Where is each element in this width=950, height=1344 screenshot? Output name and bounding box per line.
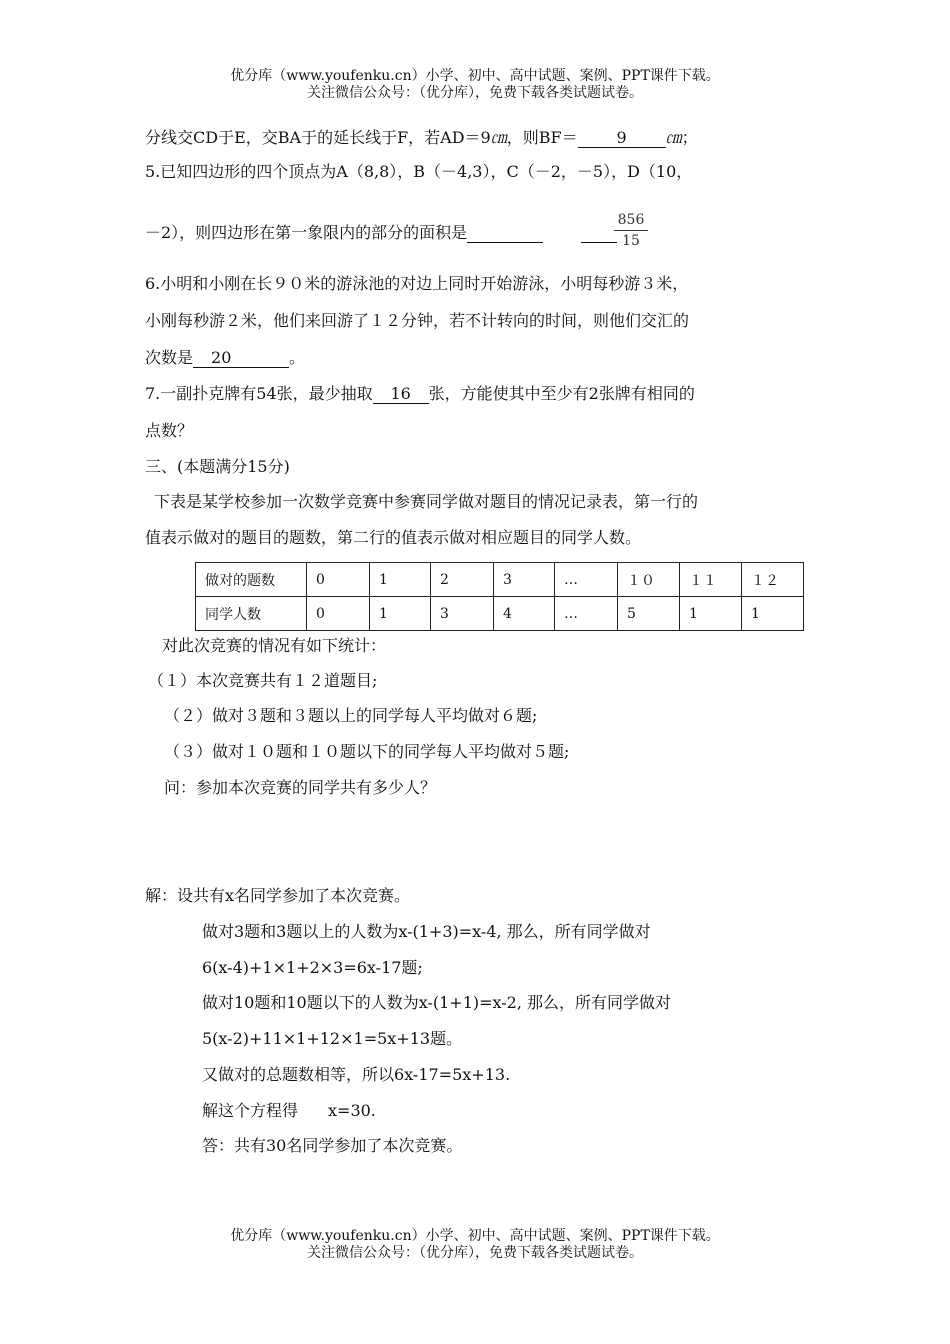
section3-title: 三、(本题满分15分) — [145, 457, 290, 476]
table-cell: 1 — [370, 563, 431, 597]
footer-line-1: 优分库（www.youfenku.cn）小学、初中、高中试题、案例、PPT课件下载。 — [230, 1228, 720, 1244]
solution-line-2: 做对3题和3题以上的人数为x-(1+3)=x-4, 那么，所有同学做对 — [202, 922, 651, 941]
section3-question: 问：参加本次竞赛的同学共有多少人？ — [164, 778, 437, 797]
table-cell: 2 — [431, 563, 494, 597]
q7-answer-blank: 16 — [373, 385, 429, 404]
solution-line-4: 做对10题和10题以下的人数为x-(1+1)=x-2, 那么，所有同学做对 — [202, 993, 672, 1012]
header-line-2: 关注微信公众号：（优分库），免费下载各类试题试卷。 — [307, 85, 643, 101]
stat-1: （１）本次竞赛共有１２道题目; — [148, 671, 378, 690]
solution-line-5: 5(x-2)+11×1+12×1=5x+13题。 — [202, 1029, 463, 1048]
q5-answer-blank-left — [467, 224, 543, 243]
q6-line-3-b: 。 — [289, 348, 306, 367]
q7-line-1-a: 7.一副扑克牌有54张，最少抽取 — [145, 384, 373, 403]
fraction-denominator: 15 — [622, 233, 640, 249]
table-cell: … — [555, 597, 618, 631]
fraction-numerator: 856 — [617, 212, 645, 228]
table-cell: 1 — [370, 597, 431, 631]
q6-line-1: 6.小明和小刚在长９０米的游泳池的对边上同时开始游泳，小明每秒游３米， — [145, 274, 689, 293]
q5-answer-blank-right — [581, 224, 617, 243]
solution-line-1: 解：设共有x名同学参加了本次竞赛。 — [145, 886, 411, 905]
table-cell: 1 — [680, 597, 742, 631]
q5-line-2 — [145, 223, 617, 243]
stat-2: （２）做对３题和３题以上的同学每人平均做对６题; — [164, 706, 538, 725]
table-cell: 0 — [307, 597, 370, 631]
q6-answer-blank — [193, 349, 289, 368]
q4-unit-b: ㎝ — [665, 128, 682, 147]
header-line-1: 优分库（www.youfenku.cn）小学、初中、高中试题、案例、PPT课件下载。 — [230, 68, 720, 84]
table-cell: 0 — [307, 563, 370, 597]
section3-intro-1: 下表是某学校参加一次数学竞赛中参赛同学做对题目的情况记录表，第一行的 — [154, 492, 699, 511]
solution-line-7 — [202, 1101, 376, 1121]
footer-line-2: 关注微信公众号：（优分库），免费下载各类试题试卷。 — [307, 1245, 643, 1261]
q4-unit-a: ㎝ — [490, 128, 507, 147]
solution-line-6: 又做对的总题数相等，所以6x-17=5x+13. — [202, 1065, 511, 1084]
stat-intro: 对此次竞赛的情况有如下统计： — [162, 636, 387, 655]
solution-line-3: 6(x-4)+1×1+2×3=6x-17题; — [202, 958, 423, 977]
page-header — [0, 68, 950, 102]
table-cell: 5 — [618, 597, 680, 631]
q7-line-1 — [145, 384, 695, 404]
q6-answer: 20 — [211, 348, 232, 367]
q5-line-2-text: －2），则四边形在第一象限内的部分的面积是 — [145, 223, 468, 242]
table-cell: １２ — [742, 563, 804, 597]
q6-line-2: 小刚每秒游２米，他们来回游了１２分钟，若不计转向的时间，则他们交汇的 — [145, 311, 690, 330]
page-footer — [0, 1228, 950, 1262]
q4-text-c: ； — [681, 128, 698, 147]
solution-line-7-b: x=30. — [328, 1101, 376, 1120]
table-cell: 做对的题数 — [196, 563, 307, 597]
fraction-bar — [614, 230, 648, 231]
table-cell: 4 — [494, 597, 555, 631]
solution-line-7-a: 解这个方程得 — [202, 1101, 299, 1120]
stat-3: （３）做对１０题和１０题以下的同学每人平均做对５题; — [164, 742, 570, 761]
table-cell: 1 — [742, 597, 804, 631]
table-row — [196, 563, 804, 597]
q4-text-b: ，则BF＝ — [506, 128, 578, 147]
answer-count-table — [195, 562, 804, 631]
table-cell: … — [555, 563, 618, 597]
table-cell: １０ — [618, 563, 680, 597]
table-row — [196, 597, 804, 631]
q5-line-1: 5.已知四边形的四个顶点为A（8,8），B（－4,3），C（－2，－5），D（10， — [145, 162, 693, 181]
q4-line — [145, 128, 698, 148]
q6-line-3-a: 次数是 — [145, 348, 194, 367]
q4-answer-blank: 9 — [578, 129, 666, 148]
section3-intro-2: 值表示做对的题目的题数，第二行的值表示做对相应题目的同学人数。 — [145, 528, 642, 547]
table-cell: 同学人数 — [196, 597, 307, 631]
solution-line-8: 答：共有30名同学参加了本次竞赛。 — [202, 1136, 463, 1155]
table-cell: １１ — [680, 563, 742, 597]
table-cell: 3 — [494, 563, 555, 597]
q7-line-1-b: 张，方能使其中至少有2张牌有相同的 — [428, 384, 695, 403]
table-cell: 3 — [431, 597, 494, 631]
q7-line-2: 点数？ — [145, 421, 194, 440]
q6-line-3 — [145, 348, 305, 368]
q4-text-a: 分线交CD于E，交BA于的延长线于F，若AD＝9 — [145, 128, 491, 147]
q5-answer-fraction — [614, 212, 648, 249]
